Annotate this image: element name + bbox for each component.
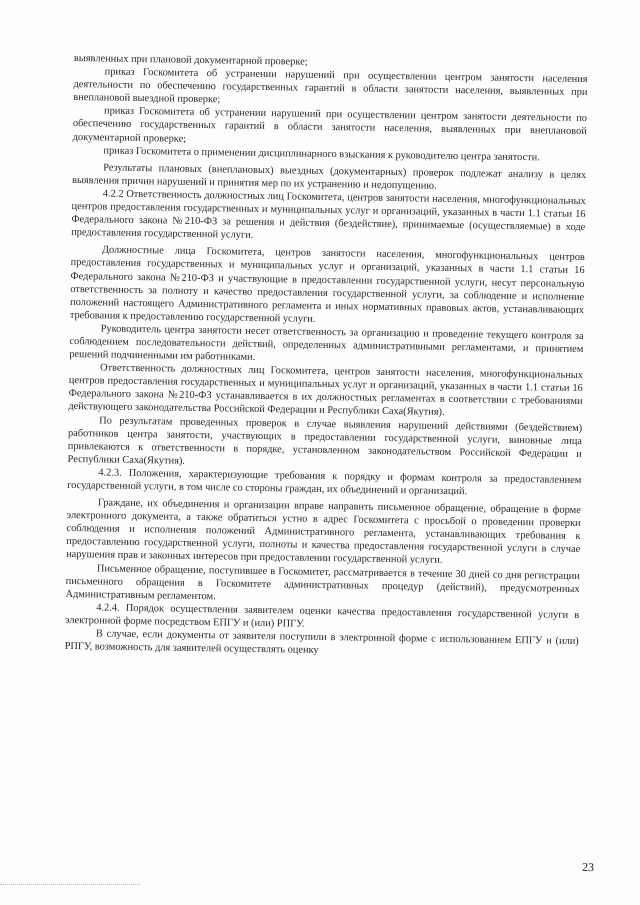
document-body xyxy=(65,52,588,661)
paragraph-continuation: выявленных при плановой документарной проверке; xyxy=(73,52,308,68)
paragraph-director-responsibility: Руководитель центра занятости несет ответственность за организацию и проведение текущего контроля за соблюдением последовательности действий, определенных административными регламентами, и принятием решений подчиненными им работниками. xyxy=(69,323,584,363)
section-4-2-3: 4.2.3. Положения, характеризующие требования к порядку и формам контроля за предоставлением государственной услуги, в том числе со стороны граждан, их объединений и организаций. xyxy=(67,467,582,498)
paragraph-inspection-results: Результаты плановых (внеплановых) выездных (документарных) проверок подлежат анализу в целях выявления причин нарушений и принятия мер по их устранению и недопущению. xyxy=(71,162,587,192)
paragraph-citizens-appeal: Граждане, их объединения и организации вправе направить письменное обращение, обращение в форме электронного документа, а также обратиться устно в адрес Госкомитета с просьбой о проведении проверки соблюдения и исполнения положений Административного регламента, устанавливающих требования к предоставлению государственной услуги, полноты и качества предоставления государственной услуги в случае нарушения прав и законных интересов при предоставлении государственной услуги. xyxy=(66,497,581,567)
scan-edge-divider xyxy=(0,884,140,885)
paragraph-violations-liability: По результатам проведенных проверок в случае выявления нарушений действиями (бездействием) работников центра занятости, участвующих в предоставлении государственной услуги, виновные лица привлекаются к ответственности в порядке, установленном законодательством Российской Федерации и Республики Саха(Якутия). xyxy=(67,414,583,467)
paragraph-written-appeal: Письменное обращение, поступившее в Госкомитет, рассматривается в течение 30 дней со дня регистрации письменного обращения в Госкомитете административных процедур (действий), предусмотренных Административным регламентом. xyxy=(65,562,580,603)
section-4-2-4: 4.2.4. Порядок осуществления заявителем оценки качества предоставления государственной услуги в электронной форме посредством ЕПГУ и (или) РПГУ. xyxy=(64,602,580,630)
paragraph-electronic-assessment: В случае, если документы от заявителя поступили в электронной форме с использованием ЕПГУ и (или) РПГУ, возможность для заявителей осуществлять оценку xyxy=(64,628,579,657)
section-4-2-2: 4.2.2 Ответственность должностных лиц Госкомитета, центров занятости населения, многофункциональных центров предоставления государственных и муниципальных услуг и организаций, указанных в части 1.1 статьи 16 Федерального закона №210-ФЗ за решения и действия (бездействие), принимаемые (осуществляемые) в ходе предоставления государственной услуги. xyxy=(71,188,586,242)
paragraph-job-regulations: Ответственность должностных лиц Госкомитета, центров занятости населения, многофункциональных центров предоставления государственных и муниципальных услуг и организаций, указанных в части 1.1 статьи 16 Федерального закона №210-ФЗ устанавливается в их должностных регламентах в соответствии с требованиями действующего законодательства Российской Федерации и Республики Саха(Якутия). xyxy=(68,362,584,419)
paragraph-order-documentary-inspection: приказ Госкомитета об устранении нарушений при осуществлении центром занятости деятельности по обеспечению государственных гарантий в области занятости населения, выявленных при внеплановой документарной проверке; xyxy=(72,105,588,145)
paragraph-order-onsite-inspection: приказ Госкомитета об устранении нарушений при осуществлении центром занятости населения деятельности по обеспечению государственных гарантий в области занятости населения, выявленных при внеплановой выездной проверке; xyxy=(73,66,588,106)
page-number: 23 xyxy=(581,859,595,875)
paragraph-personal-responsibility: Должностные лица Госкомитета, центров занятости населения, многофункциональных центров предоставления государственных и муниципальных услуг и организаций, указанных в части 1.1 статьи 16 Федерального закона №210-ФЗ и участвующие в предоставлении государственной услуги, несут персональную ответственность за полноту и качество предоставления государственной услуги, за соблюдение и исполнение положений настоящего Административного регламента и иных нормативных правовых актов, устанавливающих требования к предоставлению государственной услуги. xyxy=(69,244,585,325)
paragraph-order-disciplinary: приказ Госкомитета о применении дисциплинарного взыскания к руководителю центра занятости. xyxy=(103,145,540,163)
